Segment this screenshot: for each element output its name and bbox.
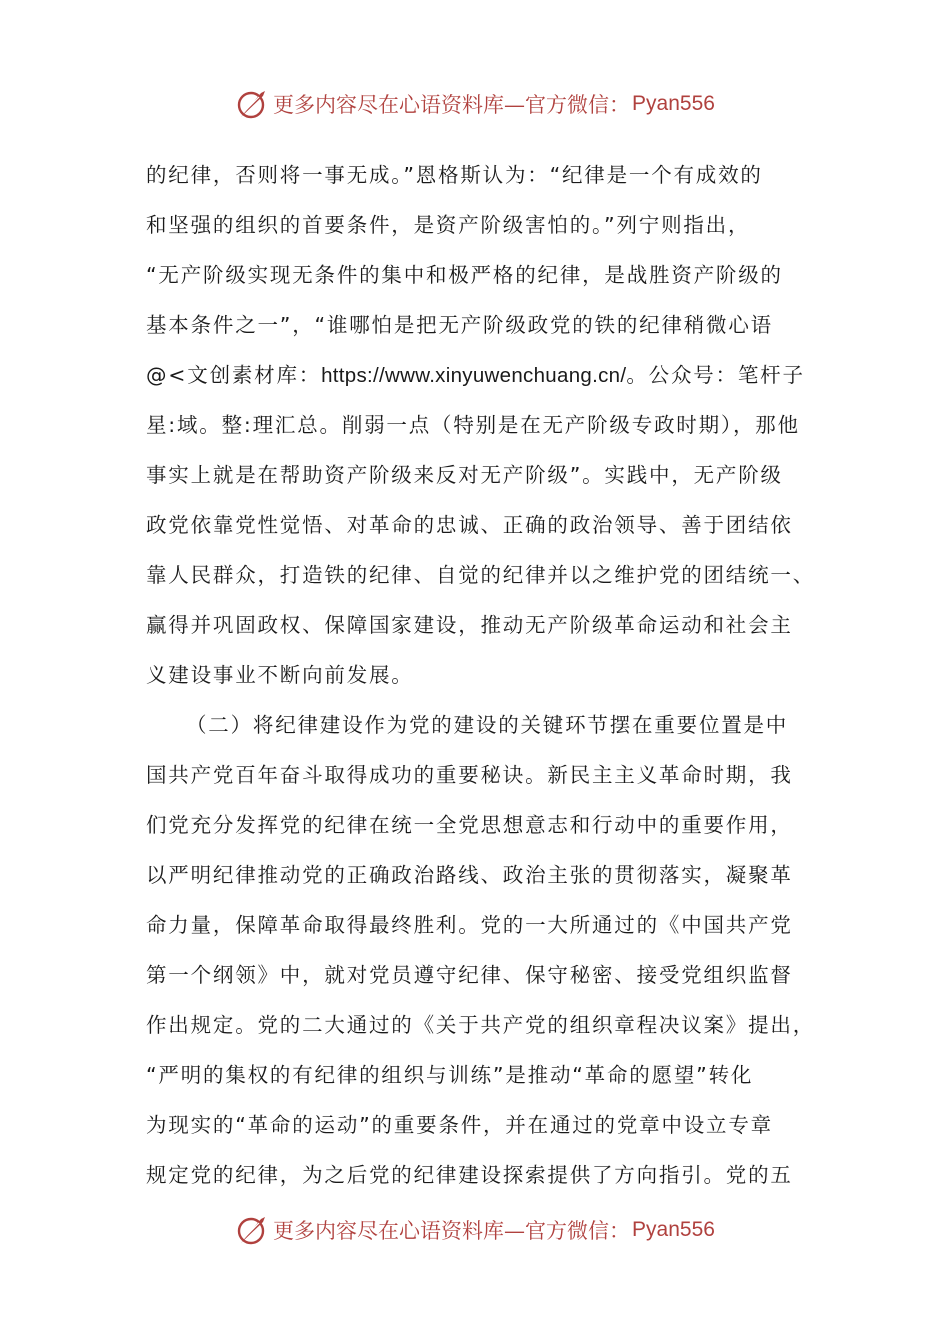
text-line: 义建设事业不断向前发展。	[146, 663, 414, 687]
text-line: 第一个纲领》中，就对党员遵守纪律、保守秘密、接受党组织监督	[146, 963, 793, 987]
quill-logo-icon	[235, 1213, 269, 1247]
footer-banner	[0, 1210, 950, 1250]
paragraph-start-line: （二）将纪律建设作为党的建设的关键环节摆在重要位置是中	[186, 713, 789, 737]
text-line: 作出规定。党的二大通过的《关于共产党的组织章程决议案》提出，	[146, 1013, 815, 1037]
watermark-url[interactable]: https://www.xinyuwenchuang.cn/	[321, 364, 627, 387]
watermark-suffix: 。公众号：笔杆子	[626, 363, 805, 387]
header-wechat-id: Pyan556	[632, 92, 715, 115]
text-line: 为现实的“革命的运动”的重要条件，并在通过的党章中设立专章	[146, 1113, 773, 1137]
document-body	[146, 150, 815, 1200]
text-line: “无产阶级实现无条件的集中和极严格的纪律，是战胜资产阶级的	[146, 263, 783, 287]
text-line: 基本条件之一”，“谁哪怕是把无产阶级政党的铁的纪律稍微心语	[146, 313, 773, 337]
text-line: 赢得并巩固政权、保障国家建设，推动无产阶级革命运动和社会主	[146, 613, 793, 637]
footer-wechat-id: Pyan556	[632, 1218, 715, 1241]
text-line: “严明的集权的有纪律的组织与训练”是推动“革命的愿望”转化	[146, 1063, 754, 1087]
text-line: 规定党的纪律，为之后党的纪律建设探索提供了方向指引。党的五	[146, 1163, 793, 1187]
text-line: 们党充分发挥党的纪律在统一全党思想意志和行动中的重要作用，	[146, 813, 793, 837]
text-line: 星:域。整:理汇总。削弱一点（特别是在无产阶级专政时期），那他	[146, 413, 800, 437]
text-line: 事实上就是在帮助资产阶级来反对无产阶级”。实践中，无产阶级	[146, 463, 783, 487]
text-line: 以严明纪律推动党的正确政治路线、政治主张的贯彻落实，凝聚革	[146, 863, 793, 887]
text-line-with-url	[146, 350, 808, 400]
text-line: 政党依靠党性觉悟、对革命的忠诚、正确的政治领导、善于团结依	[146, 513, 793, 537]
text-line: 和坚强的组织的首要条件，是资产阶级害怕的。”列宁则指出，	[146, 213, 751, 237]
text-line: 国共产党百年奋斗取得成功的重要秘诀。新民主主义革命时期，我	[146, 763, 793, 787]
text-line: 的纪律，否则将一事无成。”恩格斯认为：“纪律是一个有成效的	[146, 163, 763, 187]
header-banner	[0, 84, 950, 124]
footer-slogan: 更多内容尽在心语资料库—官方微信：	[273, 1219, 631, 1243]
text-line: 靠人民群众，打造铁的纪律、自觉的纪律并以之维护党的团结统一、	[146, 563, 815, 587]
watermark-prefix: @<文创素材库：	[146, 363, 322, 387]
quill-logo-icon	[235, 87, 269, 121]
text-line: 命力量，保障革命取得最终胜利。党的一大所通过的《中国共产党	[146, 913, 793, 937]
header-slogan: 更多内容尽在心语资料库—官方微信：	[273, 93, 631, 117]
